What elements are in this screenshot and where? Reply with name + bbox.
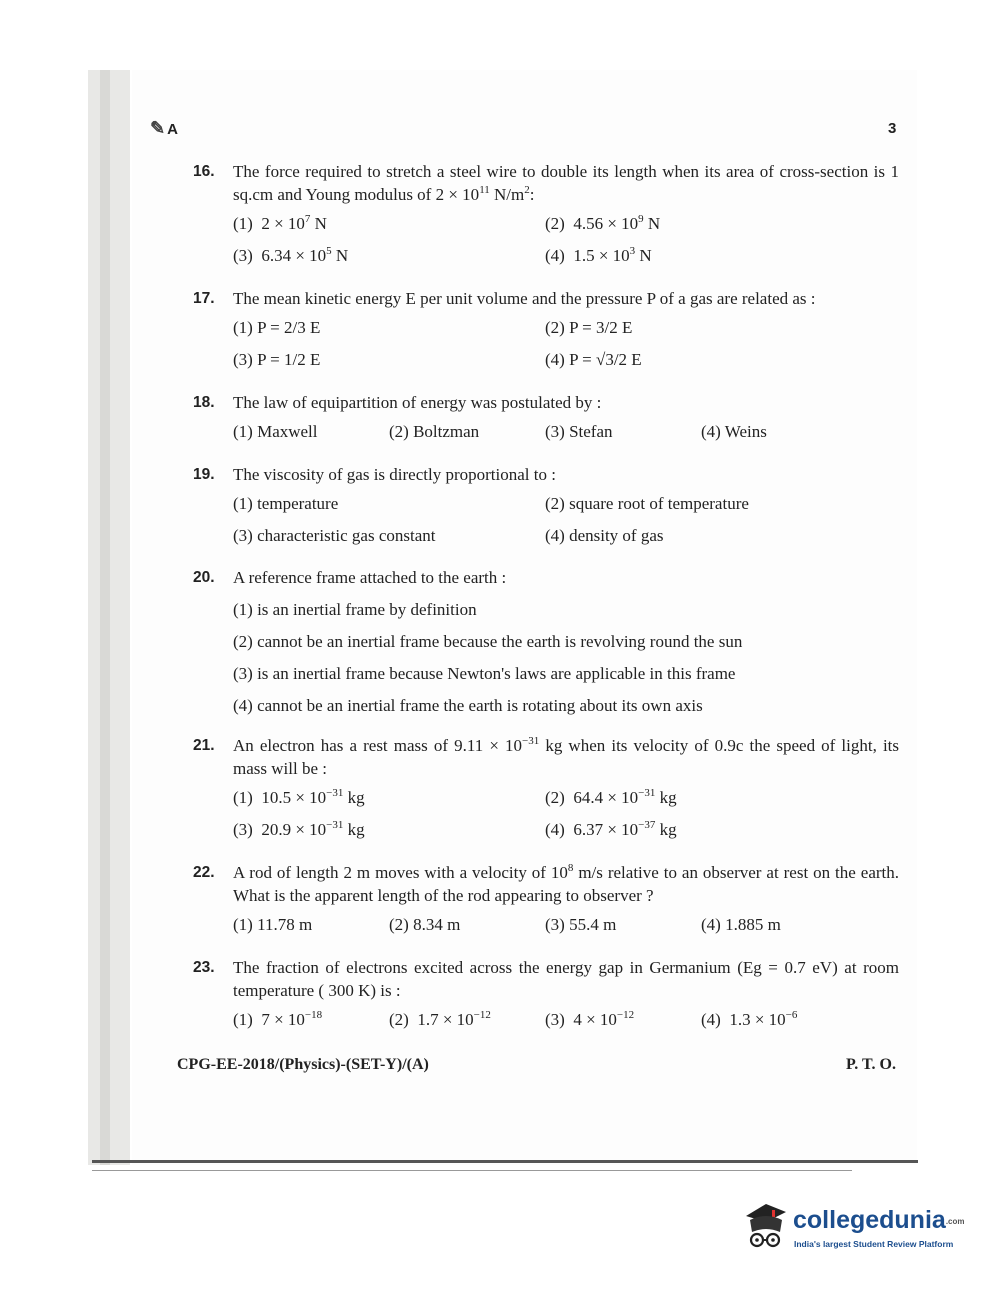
pen-mark-icon: ✎: [150, 118, 166, 138]
option-4[interactable]: (4) Weins: [701, 422, 767, 441]
page-bottom-edge-lower: [92, 1170, 852, 1171]
brand-name: [793, 1206, 964, 1235]
brand-suffix: .com: [945, 1216, 965, 1226]
page-bottom-edge: [92, 1160, 918, 1163]
option-1[interactable]: (1) Maxwell: [233, 422, 318, 441]
question-text: The force required to stretch a steel wire to double its length when its area of cross-section is 1 sq.cm and Young modulus of $2 \times 10^{11}$ $N/m^2$:: [233, 162, 899, 204]
question-number: 19.: [193, 466, 215, 483]
options-row: [233, 206, 899, 238]
question-16: [193, 160, 899, 270]
question-text: A rod of length 2 m moves with a velocity of $10^8$ m/s relative to an observer at rest on the earth. What is the apparent length of the rod appearing to observer ?: [233, 862, 900, 905]
option-2[interactable]: (2) P = 3/2 E: [545, 318, 633, 337]
option-2[interactable]: (2) 8.34 m: [389, 915, 461, 934]
option-4[interactable]: (4) $6.37 \times 10^{-37}$ kg: [545, 819, 677, 839]
option-2[interactable]: (2) Boltzman: [389, 422, 480, 441]
question-18: [193, 391, 899, 446]
option-1[interactable]: (1) $10.5 \times 10^{-31}$ kg: [233, 787, 365, 807]
options-row: [233, 907, 899, 939]
collegedunia-watermark: [740, 1198, 965, 1258]
question-20: [193, 566, 899, 717]
options-row: [233, 780, 899, 812]
option-2[interactable]: (2) $1.7 \times 10^{-12}$: [389, 1009, 491, 1029]
option-3[interactable]: (3) $20.9 \times 10^{-31}$ kg: [233, 819, 365, 839]
student-mascot-icon: [740, 1198, 792, 1256]
options-row: [233, 518, 899, 550]
option-4[interactable]: (4) $1.3 \times 10^{-6}$: [701, 1009, 798, 1029]
option-1[interactable]: (1) P = 2/3 E: [233, 318, 321, 337]
option-4[interactable]: (4) cannot be an inertial frame the earth is rotating about its own axis: [233, 696, 703, 715]
options-row: [233, 238, 899, 270]
question-22: [193, 861, 899, 939]
question-text: An electron has a rest mass of $9.11 \times 10^{-31}$ kg when its velocity of 0.9c the speed of light, its mass will be :: [233, 735, 900, 778]
option-3[interactable]: (3) is an inertial frame because Newton's laws are applicable in this frame: [233, 664, 736, 683]
book-spine-fold: [100, 70, 110, 1165]
question-number: 23.: [193, 959, 215, 976]
question-19: [193, 463, 899, 550]
options-row: [233, 486, 899, 518]
option-3[interactable]: (3) P = 1/2 E: [233, 350, 321, 369]
question-number: 17.: [193, 290, 215, 307]
question-number: 18.: [193, 394, 215, 411]
paper-code: CPG-EE-2018/(Physics)-(SET-Y)/(A): [177, 1056, 429, 1073]
option-3[interactable]: (3) $4 \times 10^{-12}$: [545, 1009, 635, 1029]
question-23: [193, 956, 899, 1034]
option-2[interactable]: (2) $4.56 \times 10^9$ N: [545, 213, 661, 233]
option-1[interactable]: (1) 11.78 m: [233, 915, 313, 934]
option-3[interactable]: (3) 55.4 m: [545, 915, 617, 934]
option-4[interactable]: (4) density of gas: [545, 526, 664, 545]
brand-tagline: India's largest Student Review Platform: [794, 1239, 954, 1249]
pto-label: P. T. O.: [846, 1056, 896, 1073]
option-1[interactable]: (1) $2 \times 10^7$ N: [233, 213, 327, 233]
question-text: The viscosity of gas is directly proportional to :: [233, 465, 556, 484]
options-row: [233, 342, 899, 374]
page-number: 3: [888, 120, 897, 137]
option-2[interactable]: (2) $64.4 \times 10^{-31}$ kg: [545, 787, 677, 807]
options-row: [233, 812, 899, 844]
question-number: 16.: [193, 163, 215, 180]
option-2[interactable]: (2) cannot be an inertial frame because the earth is revolving round the sun: [233, 632, 743, 651]
option-2[interactable]: (2) square root of temperature: [545, 494, 749, 513]
question-number: 21.: [193, 737, 215, 754]
option-3[interactable]: (3) characteristic gas constant: [233, 526, 436, 545]
question-number: 22.: [193, 864, 215, 881]
option-3[interactable]: (3) Stefan: [545, 422, 613, 441]
set-code: [150, 118, 178, 139]
question-17: [193, 287, 899, 374]
brand-text: collegedunia: [793, 1206, 946, 1234]
option-4[interactable]: (4) P = √3/2 E: [545, 350, 642, 369]
question-text: The law of equipartition of energy was postulated by :: [233, 393, 602, 412]
options-row: [233, 1002, 899, 1034]
option-1[interactable]: (1) temperature: [233, 494, 339, 513]
question-21: [193, 734, 899, 844]
question-text: A reference frame attached to the earth :: [233, 568, 507, 587]
option-4[interactable]: (4) $1.5 \times 10^3$ N: [545, 245, 652, 265]
option-1[interactable]: (1) $7 \times 10^{-18}$: [233, 1009, 323, 1029]
options-row: [233, 414, 899, 446]
options-row: [233, 310, 899, 342]
option-1[interactable]: (1) is an inertial frame by definition: [233, 600, 477, 619]
question-text: The mean kinetic energy E per unit volume and the pressure P of a gas are related as :: [233, 289, 816, 308]
set-letter: A: [167, 121, 178, 138]
option-4[interactable]: (4) 1.885 m: [701, 915, 781, 934]
question-number: 20.: [193, 569, 215, 586]
question-text: The fraction of electrons excited across the energy gap in Germanium (Eg = 0.7 eV) at room temperature ( 300 K) is :: [233, 958, 899, 1000]
option-3[interactable]: (3) $6.34 \times 10^5$ N: [233, 245, 349, 265]
